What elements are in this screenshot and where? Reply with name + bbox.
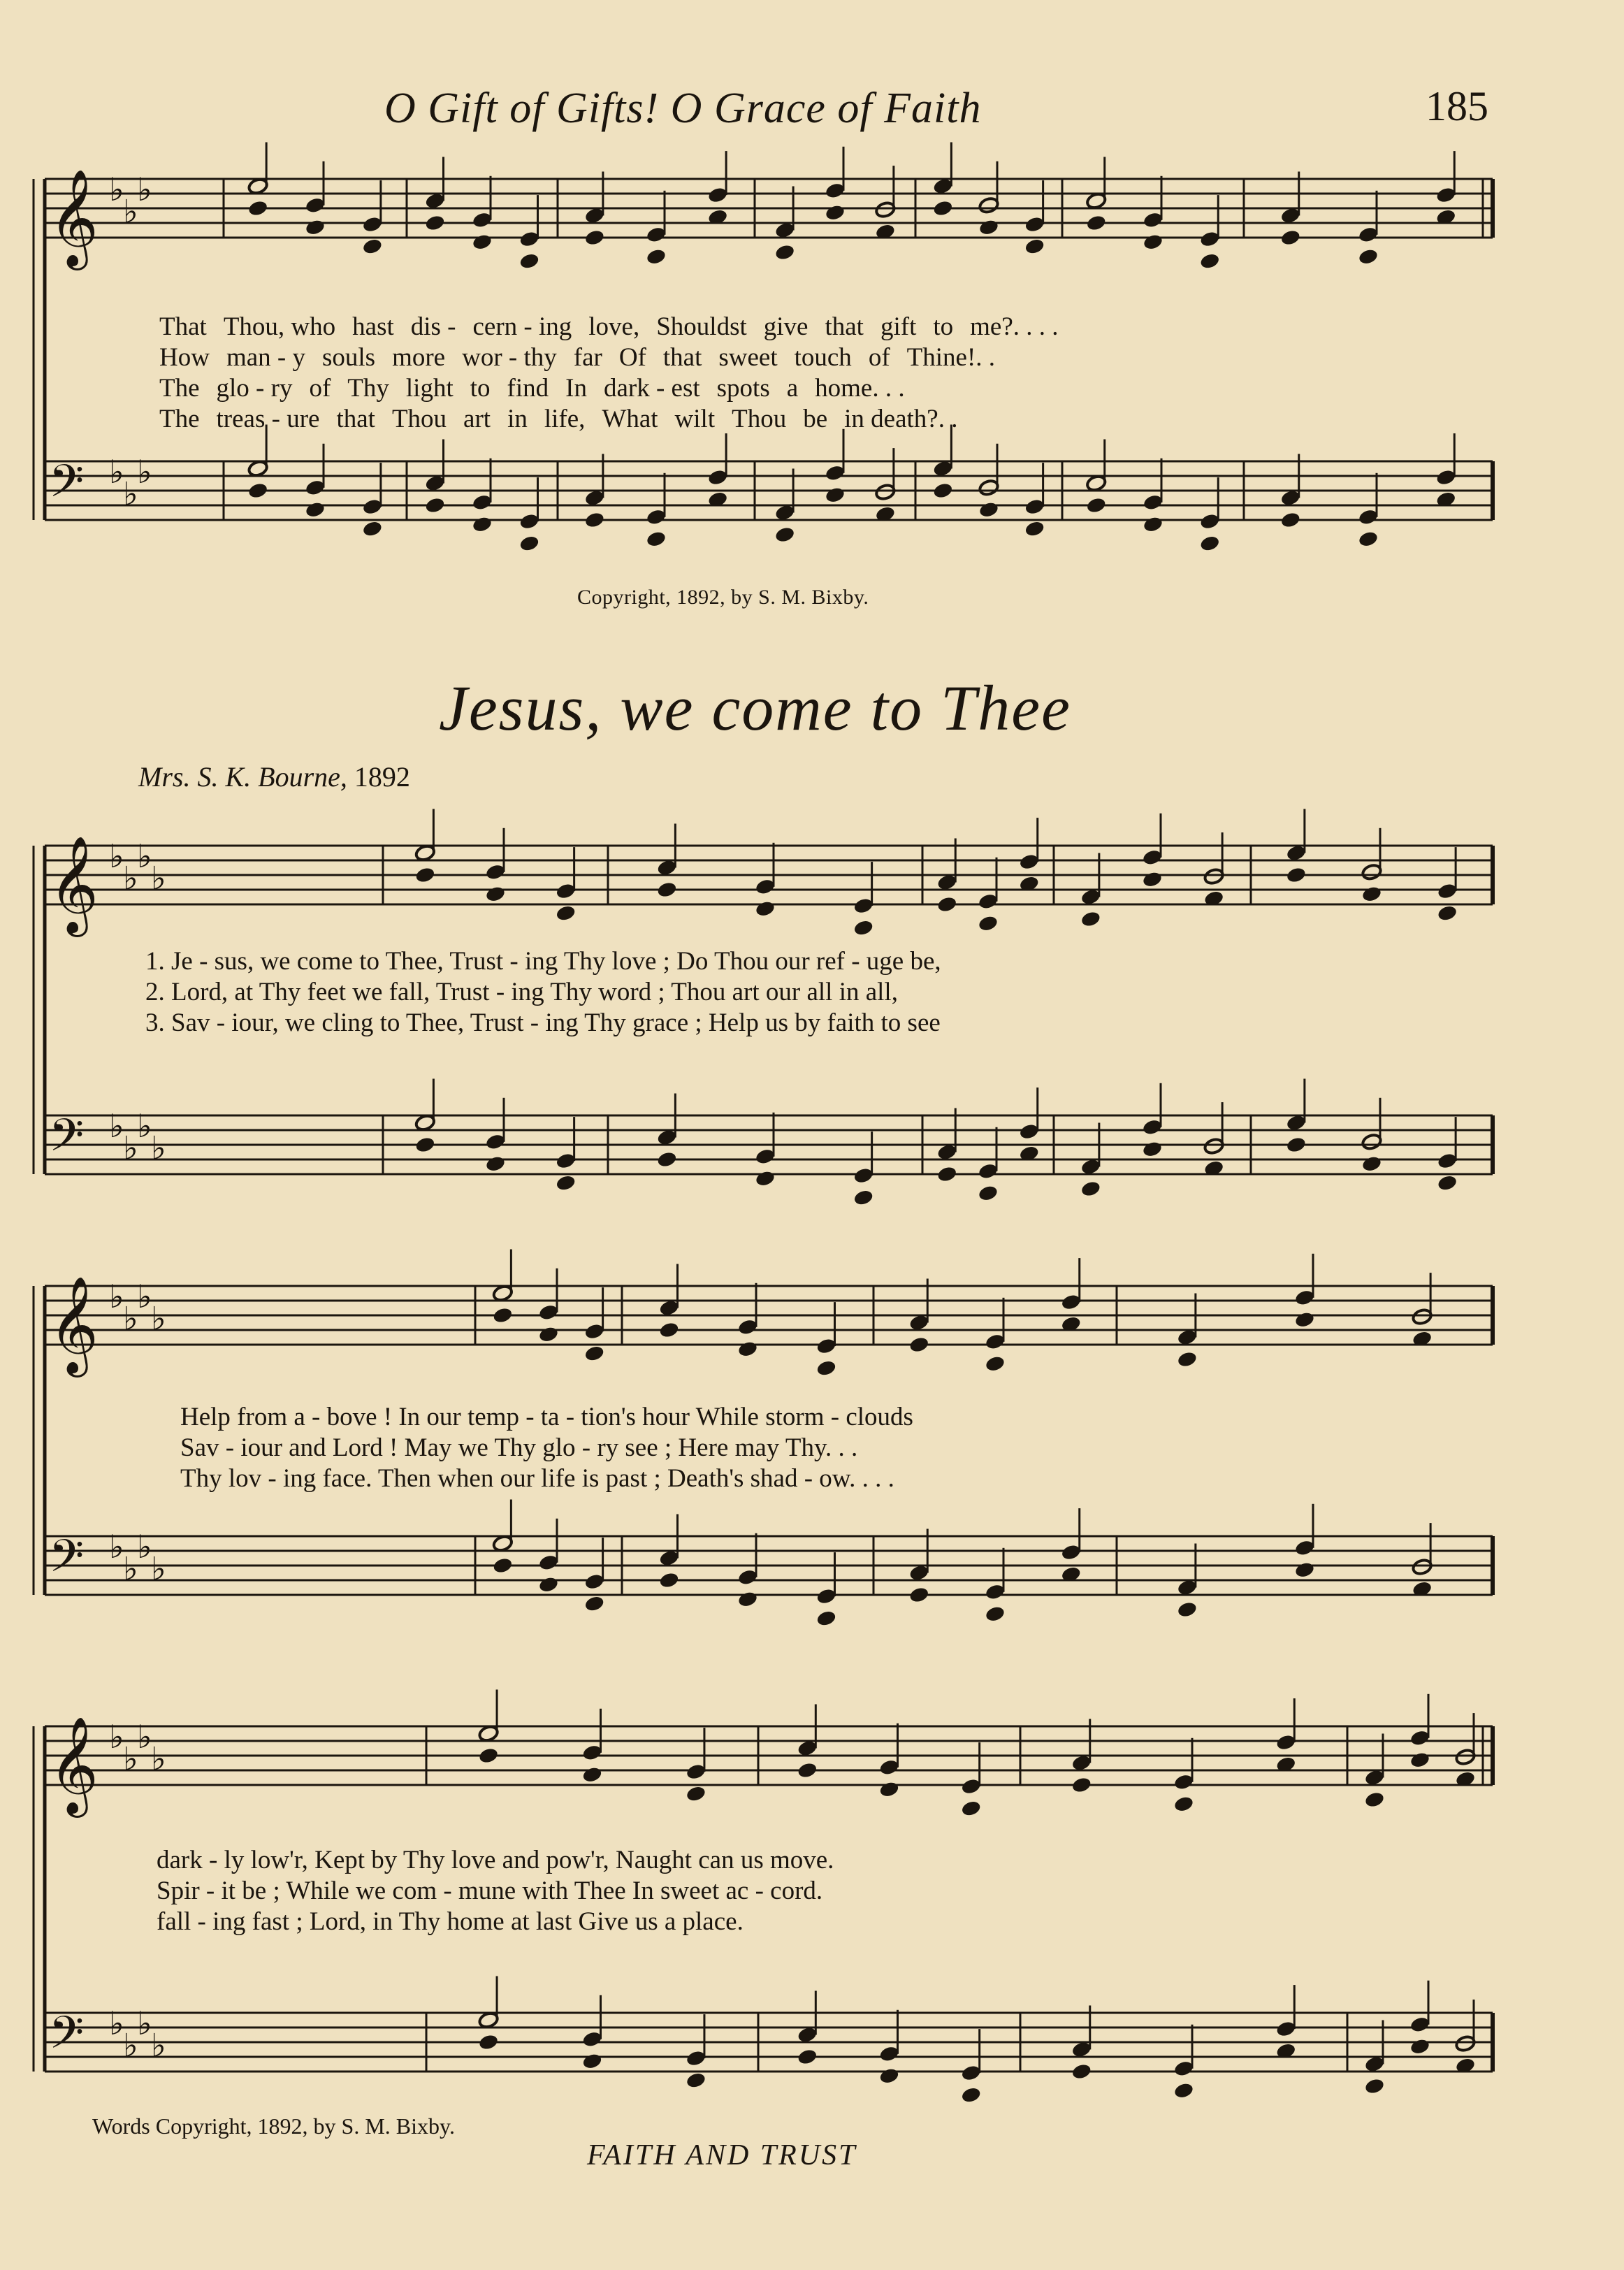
svg-text:𝄢: 𝄢: [49, 1531, 85, 1593]
svg-text:♭: ♭: [109, 1528, 124, 1566]
hymn1-verse-1: That Thou, who hast dis - cern - ing love, Shouldst give that gift to me?. . . .: [159, 312, 1059, 341]
svg-text:♭: ♭: [137, 1278, 152, 1315]
svg-text:♭: ♭: [123, 1549, 138, 1588]
svg-text:♭: ♭: [137, 1107, 152, 1145]
svg-text:♭: ♭: [151, 1740, 166, 1778]
svg-text:♭: ♭: [151, 1549, 166, 1588]
hymn1-copyright: Copyright, 1892, by S. M. Bixby.: [577, 586, 869, 609]
svg-text:♭: ♭: [109, 1718, 124, 1756]
hymn2-system3-line3: fall - ing fast ; Lord, in Thy home at last Give us a place.: [157, 1907, 744, 1936]
svg-text:𝄞: 𝄞: [49, 1716, 99, 1814]
hymn2-title: Jesus, we come to Thee: [439, 672, 1071, 744]
svg-text:♭: ♭: [123, 192, 138, 231]
author-name: Mrs. S. K. Bourne,: [138, 761, 347, 793]
svg-text:♭: ♭: [109, 837, 124, 875]
hymn2-system1-line3: 3. Sav - iour, we cling to Thee, Trust - ing Thy grace ; Help us by faith to see: [145, 1009, 941, 1037]
hymn2-system2-line3: Thy lov - ing face. Then when our life is past ; Death's shad - ow. . . .: [180, 1464, 894, 1493]
svg-text:♭: ♭: [109, 453, 124, 491]
svg-text:♭: ♭: [123, 2026, 138, 2065]
svg-text:𝄞: 𝄞: [49, 836, 99, 933]
hymn2-system1-line1: 1. Je - sus, we come to Thee, Trust - ing Thy love ; Do Thou our ref - uge be,: [145, 947, 941, 976]
svg-text:♭: ♭: [109, 171, 124, 208]
svg-text:♭: ♭: [137, 1528, 152, 1566]
hymn1-verse-4: The treas - ure that Thou art in life, What wilt Thou be in death?. .: [159, 405, 958, 433]
svg-text:♭: ♭: [123, 1129, 138, 1167]
svg-text:♭: ♭: [137, 2004, 152, 2042]
running-title: O Gift of Gifts! O Grace of Faith: [384, 85, 982, 132]
svg-text:𝄢: 𝄢: [49, 1110, 85, 1173]
svg-text:♭: ♭: [137, 453, 152, 491]
svg-text:♭: ♭: [123, 859, 138, 897]
hymn2-author: [138, 760, 410, 793]
svg-text:♭: ♭: [123, 1740, 138, 1778]
svg-text:♭: ♭: [109, 2004, 124, 2042]
svg-text:𝄢: 𝄢: [49, 2007, 85, 2070]
hymn1-verse-2: How man - y souls more wor - thy far Of that sweet touch of Thine!. .: [159, 343, 996, 372]
hymn1-verse-3: The glo - ry of Thy light to find In dark - est spots a home. . .: [159, 374, 905, 403]
hymn2-system3-line1: dark - ly low'r, Kept by Thy love and pow'r, Naught can us move.: [157, 1846, 834, 1874]
svg-text:♭: ♭: [137, 837, 152, 875]
svg-text:♭: ♭: [109, 1107, 124, 1145]
page-number: 185: [1426, 83, 1488, 129]
svg-text:♭: ♭: [137, 1718, 152, 1756]
svg-text:𝄞: 𝄞: [49, 1276, 99, 1373]
svg-text:♭: ♭: [123, 475, 138, 513]
words-copyright: Words Copyright, 1892, by S. M. Bixby.: [92, 2113, 455, 2139]
hymn2-system2-line2: Sav - iour and Lord ! May we Thy glo - ry see ; Here may Thy. . .: [180, 1433, 858, 1462]
section-name: FAITH AND TRUST: [587, 2139, 857, 2171]
hymn2-system1-line2: 2. Lord, at Thy feet we fall, Trust - ing Thy word ; Thou art our all in all,: [145, 978, 898, 1006]
svg-text:♭: ♭: [123, 1299, 138, 1338]
svg-text:♭: ♭: [151, 1299, 166, 1338]
svg-text:♭: ♭: [151, 859, 166, 897]
svg-text:𝄞: 𝄞: [49, 169, 99, 266]
hymn2-system3-line2: Spir - it be ; While we com - mune with Thee In sweet ac - cord.: [157, 1877, 823, 1905]
svg-text:♭: ♭: [151, 1129, 166, 1167]
svg-text:♭: ♭: [151, 2026, 166, 2065]
hymn2-system2-line1: Help from a - bove ! In our temp - ta - tion's hour While storm - clouds: [180, 1403, 913, 1431]
svg-text:♭: ♭: [109, 1278, 124, 1315]
author-year: 1892: [354, 761, 410, 793]
svg-text:𝄢: 𝄢: [49, 456, 85, 519]
svg-text:♭: ♭: [137, 171, 152, 208]
